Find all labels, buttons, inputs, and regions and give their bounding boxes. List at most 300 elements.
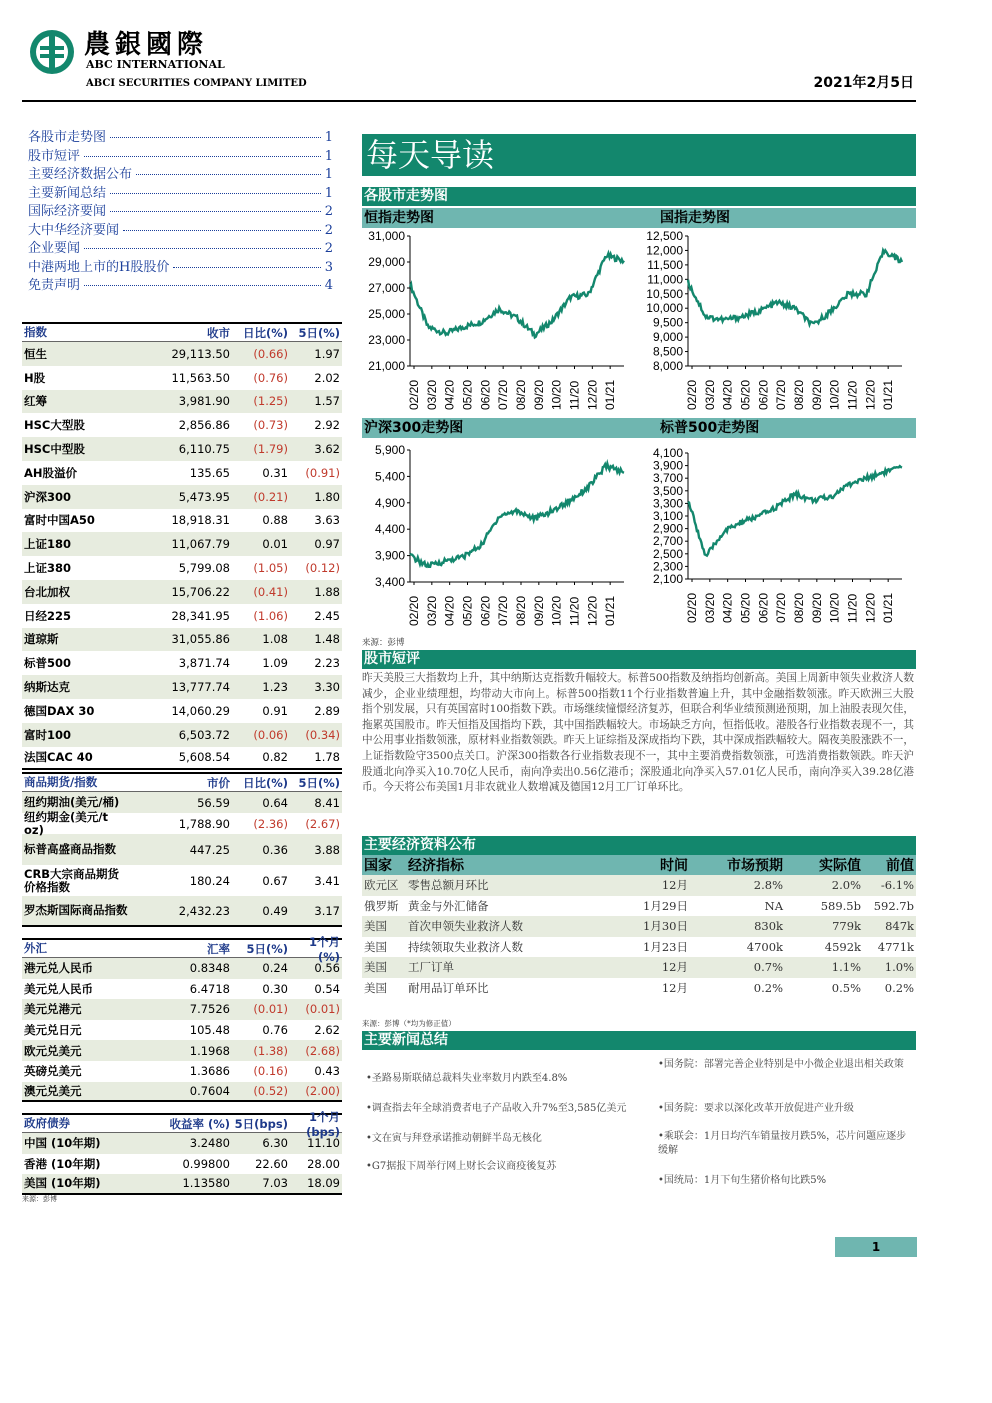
table-cell: AH股溢价 — [24, 465, 78, 480]
table-cell: 1.1968 — [189, 1043, 230, 1058]
header-cell: 政府债券 — [24, 1116, 70, 1131]
y-tick-label: 4,900 — [374, 495, 405, 510]
toc-item-page[interactable]: 1 — [324, 185, 333, 201]
y-tick-label: 31,000 — [368, 229, 405, 243]
x-tick-label: 04/20 — [442, 379, 457, 410]
table-cell: 0.97 — [314, 537, 340, 552]
x-tick-label: 04/20 — [720, 592, 735, 623]
table-cell: 1.08 — [262, 632, 288, 647]
table-cell: 法国CAC 40 — [24, 750, 93, 765]
table-row — [22, 437, 342, 461]
x-tick-label: 05/20 — [738, 379, 753, 410]
toc-item-label[interactable]: 主要新闻总结 — [28, 185, 107, 201]
header-cell: 5日(bps) — [234, 1116, 288, 1131]
header-cell: 市价 — [207, 775, 230, 790]
y-tick-label: 5,400 — [374, 469, 405, 484]
toc-item-label[interactable]: 国际经济要闻 — [28, 204, 107, 219]
x-tick-label: 12/20 — [585, 595, 600, 626]
x-tick-label: 08/20 — [792, 379, 806, 410]
toc-leader — [84, 285, 321, 286]
header-cell: 日比(%) — [242, 325, 288, 340]
table-cell: 德国DAX 30 — [24, 703, 95, 718]
econ-cell: 847k — [885, 919, 914, 934]
hscei-chart — [640, 228, 916, 414]
table-row — [22, 461, 342, 485]
fx-table — [22, 934, 342, 1102]
toc-item-page[interactable]: 1 — [324, 167, 333, 182]
table-row — [22, 1133, 342, 1154]
econ-row — [362, 875, 916, 896]
toc-leader — [110, 211, 321, 212]
table-cell: (0.01) — [253, 1002, 288, 1017]
table-cell: 0.7604 — [189, 1083, 230, 1098]
econ-cell: 持续领取失业救济人数 — [408, 939, 523, 954]
table-row — [22, 810, 342, 837]
table-cell: 富时100 — [24, 727, 72, 742]
y-tick-label: 3,700 — [652, 471, 683, 486]
econ-cell: 12月 — [661, 878, 688, 893]
x-tick-label: 11/20 — [845, 593, 860, 623]
econ-header-cell: 时间 — [660, 858, 688, 874]
table-row — [22, 747, 342, 771]
toc-item-page[interactable]: 2 — [324, 204, 333, 219]
table-cell: 沪深300 — [24, 489, 72, 504]
header-cell: 收市 — [207, 325, 230, 340]
y-tick-label: 11,500 — [647, 257, 683, 272]
table-cell: 2.23 — [314, 656, 340, 671]
table-row — [22, 1020, 342, 1041]
table-cell: 1.09 — [262, 656, 288, 671]
x-tick-label: 03/20 — [424, 379, 439, 410]
table-cell: 0.82 — [262, 750, 288, 765]
table-row — [22, 865, 342, 896]
x-tick-label: 10/20 — [549, 379, 564, 410]
econ-cell: 耐用品订单环比 — [408, 980, 489, 995]
table-cell: 5,608.54 — [178, 750, 230, 765]
y-tick-label: 3,300 — [652, 496, 683, 511]
table-cell: 3,871.74 — [178, 656, 230, 671]
x-tick-label: 11/20 — [567, 596, 582, 626]
table-cell: 3.41 — [314, 873, 340, 888]
toc-item[interactable] — [28, 126, 333, 145]
table-cell: (0.91) — [305, 465, 340, 480]
econ-header-cell: 前值 — [886, 858, 914, 874]
bond-source: 来源：彭博 — [22, 1195, 57, 1203]
toc-item-label[interactable]: 股市短评 — [28, 148, 81, 164]
econ-cell: 美国 — [364, 939, 387, 954]
news-item: •国务院：要求以深化改革开放促进产业升级 — [658, 1103, 854, 1114]
table-cell: 29,113.50 — [171, 346, 230, 361]
econ-table — [362, 855, 916, 998]
econ-row — [362, 937, 916, 958]
table-cell: (0.12) — [305, 561, 340, 576]
table-cell: 红筹 — [24, 394, 47, 409]
table-cell: 15,706.22 — [171, 584, 230, 599]
table-cell: 1.80 — [314, 489, 340, 504]
table-cell: CRB大宗商品期货价格指数 — [24, 867, 120, 894]
table-cell: 1.48 — [314, 632, 340, 647]
table-row — [22, 834, 342, 865]
table-cell: 澳元兑美元 — [24, 1083, 82, 1098]
table-cell: (0.16) — [253, 1064, 288, 1079]
charts-source: 来源：彭博 — [362, 638, 405, 648]
table-cell: 6.30 — [262, 1136, 288, 1151]
toc-item[interactable] — [28, 200, 333, 219]
x-tick-label: 04/20 — [442, 595, 457, 626]
x-tick-label: 05/20 — [460, 595, 475, 626]
sp500-chart — [640, 438, 916, 634]
y-tick-label: 3,400 — [374, 575, 405, 589]
table-row — [22, 485, 342, 509]
table-row — [22, 979, 342, 1000]
x-tick-label: 07/20 — [496, 595, 511, 626]
x-tick-label: 06/20 — [478, 379, 493, 410]
company-fullname-en: ABCI SECURITIES COMPANY LIMITED — [86, 78, 307, 89]
table-cell: 欧元兑美元 — [24, 1043, 82, 1058]
table-row — [22, 509, 342, 533]
toc-item-label[interactable]: 各股市走势图 — [28, 130, 107, 145]
commentary-title: 股市短评 — [362, 650, 916, 669]
commodity-table — [22, 772, 342, 927]
table-cell: 1.88 — [314, 584, 340, 599]
table-cell: 18,918.31 — [171, 513, 230, 528]
y-tick-label: 5,900 — [374, 443, 405, 457]
table-cell: 0.88 — [262, 513, 288, 528]
table-cell: 美元兑日元 — [24, 1023, 82, 1038]
y-tick-label: 10,000 — [646, 301, 683, 316]
table-cell: 11,067.79 — [171, 537, 230, 552]
table-cell: 0.24 — [262, 961, 288, 976]
abc-logo-icon — [28, 28, 76, 76]
table-cell: (1.05) — [253, 561, 288, 576]
y-tick-label: 2,700 — [652, 534, 683, 549]
table-cell: (0.01) — [305, 1002, 340, 1017]
toc-item-page[interactable]: 1 — [324, 130, 333, 145]
table-cell: 135.65 — [189, 465, 230, 480]
x-tick-label: 03/20 — [702, 379, 717, 410]
table-cell: 美元兑港元 — [24, 1002, 82, 1017]
table-cell: 纳斯达克 — [24, 680, 70, 695]
table-cell: 8.41 — [314, 795, 340, 810]
table-row — [22, 1040, 342, 1061]
table-cell: 0.8348 — [189, 961, 230, 976]
table-row — [22, 532, 342, 556]
table-header — [22, 322, 342, 342]
econ-header-cell: 市场预期 — [727, 858, 783, 874]
table-cell: 6,110.75 — [178, 442, 230, 457]
econ-cell: 1.0% — [884, 960, 914, 975]
econ-cell: 首次申领失业救济人数 — [408, 919, 523, 934]
econ-cell: 0.2% — [753, 980, 783, 995]
table-cell: 2.62 — [314, 1023, 340, 1038]
table-cell: 2,856.86 — [178, 418, 230, 433]
header-cell: 5日(%) — [246, 941, 288, 956]
y-tick-label: 10,500 — [646, 286, 683, 301]
table-cell: 0.56 — [314, 961, 340, 976]
table-cell: 0.76 — [262, 1023, 288, 1038]
toc-item[interactable] — [28, 163, 333, 182]
y-tick-label: 12,000 — [646, 243, 683, 258]
table-cell: 0.36 — [262, 842, 288, 857]
table-cell: 0.99800 — [182, 1156, 230, 1171]
table-cell: 美元兑人民币 — [24, 981, 93, 996]
table-cell: 6.4718 — [189, 981, 230, 996]
toc-item-page[interactable]: 2 — [324, 222, 333, 238]
toc-item[interactable] — [28, 182, 333, 201]
table-cell: HSC中型股 — [24, 442, 85, 457]
table-cell: 3.2480 — [189, 1136, 230, 1151]
report-date: 2021年2月5日 — [813, 75, 914, 91]
econ-cell: 1月30日 — [643, 919, 688, 934]
x-tick-label: 08/20 — [514, 379, 528, 410]
table-cell: 2.02 — [314, 370, 340, 385]
x-tick-label: 07/20 — [774, 592, 789, 623]
table-cell: 香港 (10年期) — [24, 1156, 101, 1171]
toc-item[interactable] — [28, 256, 333, 275]
table-cell: H股 — [24, 370, 46, 385]
econ-cell: 0.7% — [753, 960, 783, 975]
table-cell: 5,799.08 — [178, 561, 230, 576]
y-tick-label: 3,500 — [652, 483, 683, 498]
table-cell: 标普高盛商品指数 — [24, 842, 116, 857]
econ-row — [362, 896, 916, 917]
chart-title-sp500: 标普500走势图 — [658, 418, 916, 438]
table-cell: 0.64 — [262, 795, 288, 810]
econ-cell: 4592k — [824, 939, 861, 954]
econ-cell: 2.8% — [753, 878, 783, 893]
table-cell: 13,777.74 — [171, 680, 230, 695]
news-item: •国务院：部署完善企业特别是中小微企业退出相关政策 — [658, 1059, 904, 1070]
table-row — [22, 580, 342, 604]
toc-item-label[interactable]: 中港两地上市的H股股价 — [28, 259, 170, 275]
x-tick-label: 03/20 — [702, 592, 717, 623]
x-tick-label: 05/20 — [738, 592, 753, 623]
toc-item-page[interactable]: 1 — [324, 148, 333, 164]
table-row — [22, 896, 342, 927]
x-tick-label: 01/21 — [881, 379, 896, 410]
table-cell: 0.31 — [262, 465, 288, 480]
econ-cell: 美国 — [364, 980, 387, 995]
table-cell: 1.97 — [314, 346, 340, 361]
table-cell: 0.91 — [262, 703, 288, 718]
x-tick-label: 01/21 — [603, 595, 618, 626]
table-cell: 1.78 — [314, 750, 340, 765]
x-tick-label: 09/20 — [809, 592, 824, 623]
table-cell: 56.59 — [197, 795, 230, 810]
toc-item[interactable] — [28, 145, 333, 164]
econ-row — [362, 957, 916, 978]
toc-leader — [136, 174, 321, 175]
table-row — [22, 1174, 342, 1195]
table-cell: 纽约期金(美元/t oz) — [24, 810, 108, 837]
toc-item[interactable] — [28, 237, 333, 256]
table-cell: 港元兑人民币 — [24, 961, 93, 976]
table-cell: (2.00) — [305, 1083, 340, 1098]
table-row — [22, 1082, 342, 1103]
header-cell: 外汇 — [24, 941, 47, 956]
table-cell: 美国 (10年期) — [24, 1176, 101, 1191]
table-cell: 1.23 — [262, 680, 288, 695]
x-tick-label: 10/20 — [827, 592, 842, 623]
toc-leader — [110, 193, 321, 194]
news-title: 主要新闻总结 — [362, 1031, 916, 1050]
table-cell: 180.24 — [189, 873, 230, 888]
bond-table — [22, 1109, 342, 1195]
x-tick-label: 08/20 — [792, 592, 806, 623]
econ-cell: 欧元区 — [364, 878, 399, 893]
toc-item-label[interactable]: 企业要闻 — [28, 241, 81, 256]
toc-leader — [84, 248, 321, 249]
table-row — [22, 628, 342, 652]
econ-cell: 1月23日 — [643, 939, 688, 954]
table-cell: 2.89 — [314, 703, 340, 718]
econ-cell: 12月 — [661, 960, 688, 975]
table-cell: (0.21) — [253, 489, 288, 504]
table-cell: 中国 (10年期) — [24, 1136, 101, 1151]
table-cell: 0.67 — [262, 873, 288, 888]
header-cell: 1个月(bps) — [306, 1109, 340, 1139]
econ-cell: 黄金与外汇储备 — [408, 898, 489, 913]
csi300-chart — [362, 438, 658, 634]
table-cell: (0.52) — [253, 1083, 288, 1098]
table-row — [22, 958, 342, 979]
table-header — [22, 1109, 342, 1139]
table-cell: 105.48 — [189, 1023, 230, 1038]
y-tick-label: 4,400 — [374, 522, 405, 537]
toc-item-label[interactable]: 主要经济数据公布 — [28, 167, 133, 182]
econ-cell: 12月 — [661, 980, 688, 995]
table-row — [22, 1061, 342, 1082]
x-tick-label: 12/20 — [585, 379, 600, 410]
econ-cell: 2.0% — [831, 878, 861, 893]
table-cell: (1.79) — [253, 442, 288, 457]
table-cell: 纽约期油(美元/桶) — [24, 795, 120, 810]
table-cell: 3.17 — [314, 903, 340, 918]
x-tick-label: 11/20 — [845, 380, 860, 410]
y-tick-label: 27,000 — [368, 281, 405, 295]
index-table — [22, 322, 342, 770]
table-cell: 台北加权 — [24, 584, 70, 599]
econ-cell: 589.5b — [820, 898, 861, 913]
x-tick-label: 05/20 — [460, 379, 475, 410]
econ-cell: 4700k — [746, 939, 783, 954]
table-cell: 0.54 — [314, 981, 340, 996]
table-cell: 1.57 — [314, 394, 340, 409]
table-cell: 0.43 — [314, 1064, 340, 1079]
x-tick-label: 12/20 — [863, 592, 878, 623]
table-cell: (0.41) — [253, 584, 288, 599]
econ-cell: 592.7b — [873, 898, 914, 913]
header-cell: 日比(%) — [242, 775, 288, 790]
charts-section-title: 各股市走势图 — [362, 187, 916, 206]
x-tick-label: 11/20 — [567, 380, 582, 410]
econ-cell: -6.1% — [880, 878, 914, 893]
table-cell: (1.25) — [253, 394, 288, 409]
company-name-en: ABC INTERNATIONAL — [86, 58, 225, 71]
econ-header-cell: 经济指标 — [408, 858, 464, 874]
x-tick-label: 09/20 — [809, 379, 824, 410]
econ-cell: 1.1% — [831, 960, 861, 975]
page-number: 1 — [835, 1237, 917, 1257]
table-cell: 1.13580 — [182, 1176, 230, 1191]
econ-cell: 0.5% — [831, 980, 861, 995]
table-cell: (2.68) — [305, 1043, 340, 1058]
x-tick-label: 10/20 — [827, 379, 842, 410]
table-cell: 道琼斯 — [24, 632, 59, 647]
table-cell: 上证180 — [24, 537, 72, 552]
header-cell: 1个月(%) — [308, 934, 340, 964]
main-title: 每天导读 — [362, 134, 916, 176]
table-cell: 18.09 — [307, 1176, 340, 1191]
table-cell: 富时中国A50 — [24, 513, 95, 528]
toc-item-label[interactable]: 大中华经济要闻 — [28, 222, 120, 238]
table-row — [22, 675, 342, 699]
y-tick-label: 12,500 — [646, 229, 683, 243]
table-cell: 0.49 — [262, 903, 288, 918]
toc-item-page[interactable]: 2 — [324, 241, 333, 256]
toc-item[interactable] — [28, 274, 333, 293]
header-divider — [22, 100, 916, 102]
y-tick-label: 2,300 — [652, 559, 683, 574]
table-cell: (2.36) — [253, 816, 288, 831]
table-cell: (0.66) — [253, 346, 288, 361]
toc-item-page[interactable]: 4 — [324, 278, 333, 293]
table-cell: 2.92 — [314, 418, 340, 433]
table-cell: 11,563.50 — [171, 370, 230, 385]
news-item: •圣路易斯联储总裁料失业率数月内跌至4.8% — [366, 1073, 568, 1084]
econ-row — [362, 978, 916, 999]
y-tick-label: 25,000 — [368, 307, 405, 321]
x-tick-label: 10/20 — [549, 595, 564, 626]
y-tick-label: 8,000 — [652, 359, 683, 373]
econ-header — [362, 855, 916, 875]
table-header — [22, 772, 342, 792]
econ-cell: 4771k — [877, 939, 914, 954]
y-tick-label: 4,100 — [652, 446, 683, 460]
x-tick-label: 07/20 — [774, 379, 789, 410]
news-item: •调查指去年全球消费者电子产品收入升7%至3,585亿美元 — [366, 1103, 627, 1114]
x-tick-label: 06/20 — [756, 379, 771, 410]
table-cell: 标普500 — [24, 656, 72, 671]
table-row — [22, 651, 342, 675]
table-cell: 11.10 — [307, 1136, 340, 1151]
x-tick-label: 06/20 — [756, 592, 771, 623]
econ-source: 来源：彭博（*均为修正值） — [362, 1019, 456, 1028]
table-cell: 2.45 — [314, 608, 340, 623]
hsi-chart — [362, 228, 658, 414]
econ-cell: 零售总额月环比 — [408, 878, 489, 893]
table-cell: 上证380 — [24, 561, 72, 576]
y-tick-label: 2,500 — [652, 546, 683, 561]
toc-item-label[interactable]: 免责声明 — [28, 278, 81, 293]
table-cell: (2.67) — [305, 816, 340, 831]
y-tick-label: 9,000 — [652, 330, 683, 345]
econ-row — [362, 916, 916, 937]
table-cell: 3.88 — [314, 842, 340, 857]
y-tick-label: 2,100 — [652, 572, 683, 586]
x-tick-label: 09/20 — [531, 595, 546, 626]
table-row — [22, 699, 342, 723]
toc-item[interactable] — [28, 219, 333, 238]
y-tick-label: 21,000 — [368, 359, 405, 373]
y-tick-label: 29,000 — [368, 255, 405, 269]
x-tick-label: 01/21 — [603, 379, 618, 410]
news-item: •文在寅与拜登承诺推动朝鲜半岛无核化 — [366, 1133, 542, 1144]
chart-title-hscei: 国指走势图 — [658, 208, 916, 228]
x-tick-label: 03/20 — [424, 595, 439, 626]
table-row — [22, 999, 342, 1020]
toc-item-page[interactable]: 3 — [324, 259, 333, 275]
